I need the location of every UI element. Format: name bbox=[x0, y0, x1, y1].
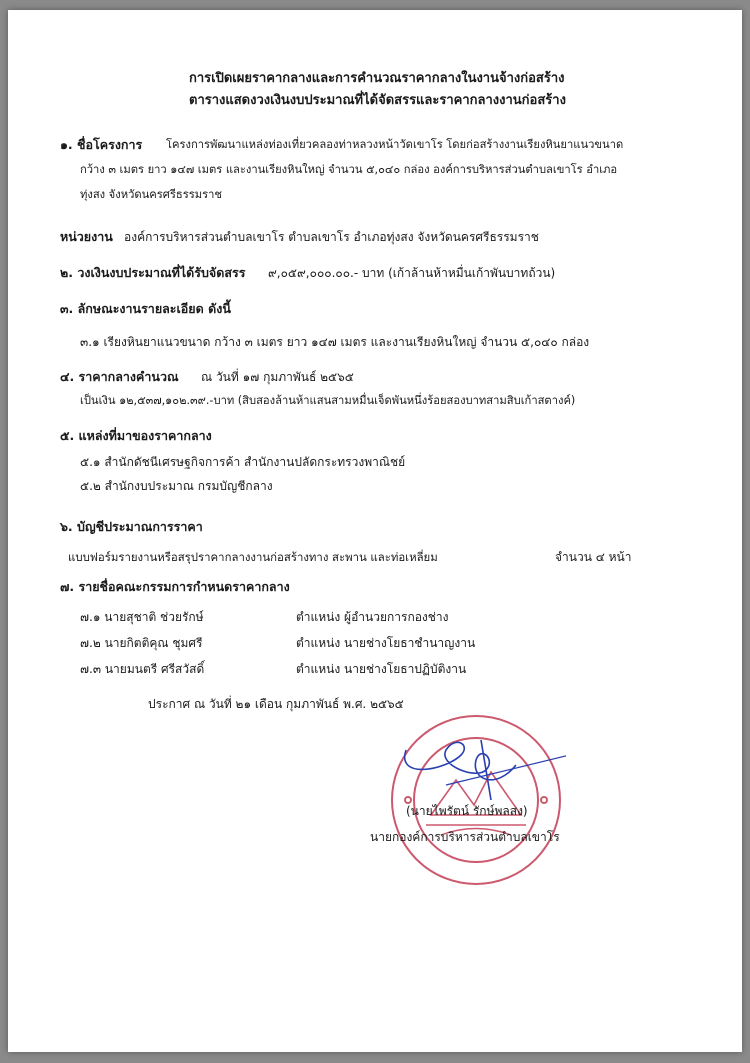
work-label: ๓. ลักษณะงานรายละเอียด ดังนี้ bbox=[60, 301, 231, 316]
announcement-date: ประกาศ ณ วันที่ ๒๑ เดือน กุมภาพันธ์ พ.ศ. ๒๕๖๕ bbox=[148, 697, 404, 711]
sources-label: ๕. แหล่งที่มาของราคากลาง bbox=[60, 428, 212, 443]
agency-value: องค์การบริหารส่วนตำบลเขาโร ตำบลเขาโร อำเภอทุ่งสง จังหวัดนครศรีธรรมราช bbox=[124, 230, 539, 244]
project-line-2: กว้าง ๓ เมตร ยาว ๑๔๗ เมตร และงานเรียงหินใหญ่ จำนวน ๕,๐๔๐ กล่อง องค์การบริหารส่วนตำบลเขาโร อำเภอ bbox=[80, 163, 618, 176]
committee-member-name: ๗.๓ นายมนตรี ศรีสวัสดิ์ bbox=[80, 662, 205, 676]
project-line-1: โครงการพัฒนาแหล่งท่องเที่ยวคลองท่าหลวงหน้าวัดเขาโร โดยก่อสร้างงานเรียงหินยาแนวขนาด bbox=[166, 138, 624, 151]
signer-name: (นายไพรัตน์ รักษ์พลสง) bbox=[406, 804, 528, 818]
work-item-1: ๓.๑ เรียงหินยาแนวขนาด กว้าง ๓ เมตร ยาว ๑๔๗ เมตร และงานเรียงหินใหญ่ จำนวน ๕,๐๔๐ กล่อง bbox=[80, 335, 590, 349]
budget-value: ๙,๐๕๙,๐๐๐.๐๐.- บาท (เก้าล้านห้าหมื่นเก้าพันบาทถ้วน) bbox=[268, 266, 556, 280]
project-label: ๑. ชื่อโครงการ bbox=[60, 137, 143, 152]
pricelist-label: ๖. บัญชีประมาณการราคา bbox=[60, 519, 203, 534]
project-line-3: ทุ่งสง จังหวัดนครศรีธรรมราช bbox=[80, 188, 222, 201]
median-date: ณ วันที่ ๑๗ กุมภาพันธ์ ๒๕๖๕ bbox=[201, 370, 354, 384]
committee-member-name: ๗.๑ นายสุชาติ ช่วยรักษ์ bbox=[80, 610, 204, 624]
budget-label: ๒. วงเงินงบประมาณที่ได้รับจัดสรร bbox=[60, 265, 246, 280]
official-seal-icon bbox=[386, 710, 566, 890]
sources-item-1: ๕.๑ สำนักดัชนีเศรษฐกิจการค้า สำนักงานปลัดกระทรวงพาณิชย์ bbox=[80, 455, 406, 469]
median-amount: เป็นเงิน ๑๒,๕๓๗,๑๐๒.๓๙.-บาท (สิบสองล้านห้าแสนสามหมื่นเจ็ดพันหนึ่งร้อยสองบาทสามสิบเก้าสตางค์) bbox=[80, 394, 576, 407]
header-line-1: การเปิดเผยราคากลางและการคำนวณราคากลางในงานจ้างก่อสร้าง bbox=[189, 71, 565, 86]
committee-member-position: ตำแหน่ง ผู้อำนวยการกองช่าง bbox=[296, 610, 449, 624]
committee-label: ๗. รายชื่อคณะกรรมการกำหนดราคากลาง bbox=[60, 579, 290, 594]
header-line-2: ตารางแสดงวงเงินงบประมาณที่ได้จัดสรรและราคากลางงานก่อสร้าง bbox=[189, 93, 566, 108]
committee-member-position: ตำแหน่ง นายช่างโยธาปฏิบัติงาน bbox=[296, 662, 467, 676]
committee-member-name: ๗.๒ นายกิตติคุณ ชุมศรี bbox=[80, 636, 203, 650]
committee-member-position: ตำแหน่ง นายช่างโยธาชำนาญงาน bbox=[296, 636, 476, 650]
median-label: ๔. ราคากลางคำนวณ bbox=[60, 369, 179, 384]
pricelist-item: แบบฟอร์มรายงานหรือสรุปราคากลางงานก่อสร้างทาง สะพาน และท่อเหลี่ยม bbox=[68, 550, 438, 564]
pricelist-count: จำนวน ๔ หน้า bbox=[555, 550, 632, 564]
agency-label: หน่วยงาน bbox=[60, 229, 113, 244]
signer-title: นายกองค์การบริหารส่วนตำบลเขาโร bbox=[370, 830, 560, 844]
document-page bbox=[8, 10, 742, 1052]
sources-item-2: ๕.๒ สำนักงบประมาณ กรมบัญชีกลาง bbox=[80, 479, 273, 493]
